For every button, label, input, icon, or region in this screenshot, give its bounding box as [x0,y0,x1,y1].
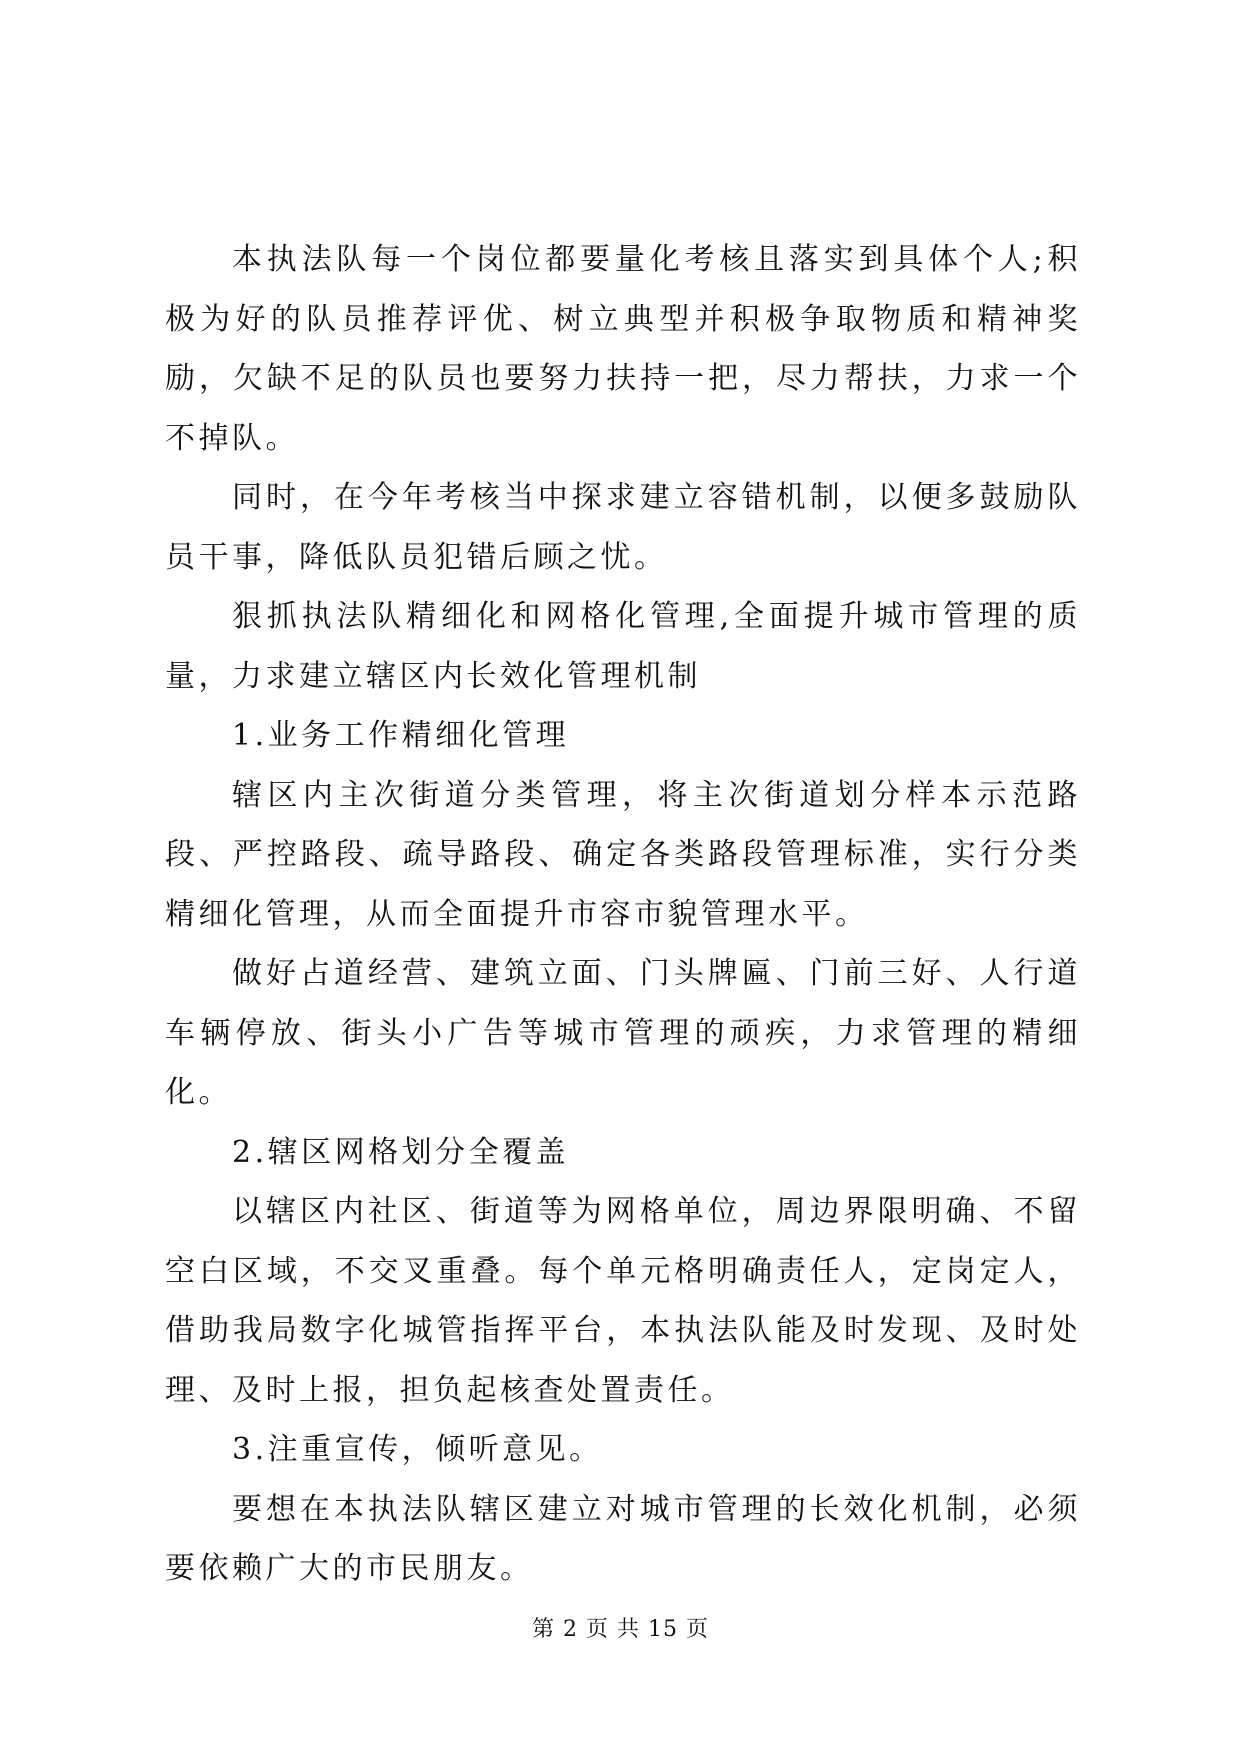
paragraph-assessment: 本执法队每一个岗位都要量化考核且落实到具体个人;积极为好的队员推荐评优、树立典型并积极争取物质和精神奖励，欠缺不足的队员也要努力扶持一把，尽力帮扶，力求一个不掉队。 [165,242,1081,456]
section-heading-1: 1.业务工作精细化管理 [232,718,570,753]
document-body [165,230,1081,1599]
paragraph-street-classification: 辖区内主次街道分类管理，将主次街道划分样本示范路段、严控路段、疏导路段、确定各类路段管理标准，实行分类精细化管理，从而全面提升市容市貌管理水平。 [165,777,1081,932]
paragraph-error-tolerance: 同时，在今年考核当中探求建立容错机制，以便多鼓励队员干事，降低队员犯错后顾之忧。 [165,480,1081,575]
section-heading-2: 2.辖区网格划分全覆盖 [232,1134,570,1170]
section-heading-3: 3.注重宣传，倾听意见。 [232,1432,603,1467]
paragraph-grid-management: 狠抓执法队精细化和网格化管理,全面提升城市管理的质量，力求建立辖区内长效化管理机制 [165,599,1081,694]
page-number-footer: 第 2 页 共 15 页 [532,1617,709,1642]
paragraph-fine-management: 做好占道经营、建筑立面、门头牌匾、门前三好、人行道车辆停放、街头小广告等城市管理的顽疾，力求管理的精细化。 [165,956,1081,1110]
paragraph-grid-coverage: 以辖区内社区、街道等为网格单位，周边界限明确、不留空白区域，不交叉重叠。每个单元格明确责任人，定岗定人，借助我局数字化城管指挥平台，本执法队能及时发现、及时处理、及时上报，担负起核查处置责任。 [165,1194,1081,1408]
paragraph-citizens: 要想在本执法队辖区建立对城市管理的长效化机制，必须要依赖广大的市民朋友。 [165,1491,1081,1586]
